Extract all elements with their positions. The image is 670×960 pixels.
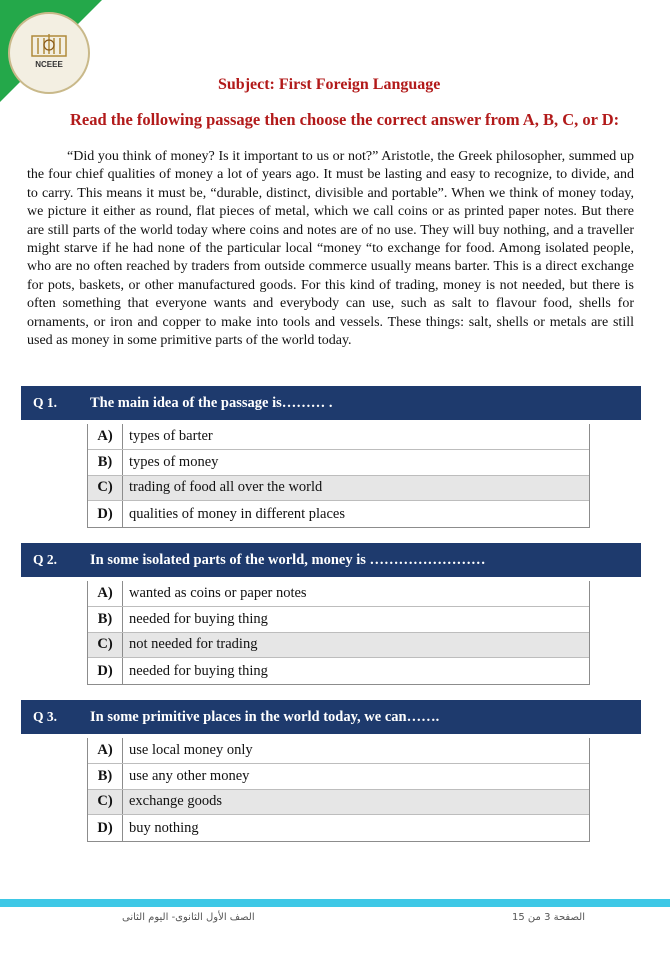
choice-a[interactable] xyxy=(88,424,589,450)
choice-c[interactable] xyxy=(88,633,589,659)
question-2-choices xyxy=(87,581,590,685)
choice-letter: C) xyxy=(88,476,123,501)
question-number: Q 1. xyxy=(33,395,58,410)
choice-letter: D) xyxy=(88,501,123,527)
choice-letter: B) xyxy=(88,607,123,632)
reading-passage: “Did you think of money? Is it important to us or not?” Aristotle, the Greek philosopher, summed up the four chief qualities of money a lot of years ago. It must be lasting and easy to recognize, to divide, and to carry. This means it must be, “durable, distinct, divisible and portable”. When we think of money today, we picture it either as round, flat pieces of metal, which we call coins or as printed paper notes. But there are still parts of the world today where coins and notes are of no use. They will buy nothing, and a traveller might starve if he had none of the particular local “money “to exchange for food. Among isolated people, who are no often reached by traders from outside commerce usually means barter. This is a direct exchange for pots, baskets, or other manufactured goods. For this kind of trading, money is not needed, but there is often something that everyone wants and everybody can use, such as salt to flavour food, shells for ornaments, or iron and copper to make into tools and vessels. These things: salt, shells or metals are still used as money in some primitive parts of the world today. xyxy=(27,149,634,349)
ncee-logo xyxy=(8,12,90,94)
question-1-bar xyxy=(21,386,641,420)
footer-page-number: الصفحة 3 من 15 xyxy=(512,912,585,923)
question-number: Q 3. xyxy=(33,709,58,724)
choice-text: types of barter xyxy=(129,427,213,444)
choice-text: exchange goods xyxy=(129,793,223,810)
question-text: The main idea of the passage is……… . xyxy=(90,394,333,411)
choice-letter: C) xyxy=(88,633,123,658)
choice-text: qualities of money in different places xyxy=(129,505,345,522)
choice-text: needed for buying thing xyxy=(129,610,268,627)
question-3-choices xyxy=(87,738,590,842)
choice-text: wanted as coins or paper notes xyxy=(129,584,307,601)
choice-d[interactable] xyxy=(88,658,589,684)
choice-letter: B) xyxy=(88,764,123,789)
choice-text: use any other money xyxy=(129,767,250,784)
question-text: In some isolated parts of the world, money is …………………… xyxy=(90,551,486,568)
footer-divider xyxy=(0,899,670,907)
choice-c[interactable] xyxy=(88,790,589,816)
emblem-icon xyxy=(28,30,70,60)
choice-a[interactable] xyxy=(88,738,589,764)
question-text: In some primitive places in the world today, we can……. xyxy=(90,708,440,725)
instruction-text: Read the following passage then choose the correct answer from A, B, C, or D: xyxy=(70,110,620,129)
question-2-bar xyxy=(21,543,641,577)
choice-text: needed for buying thing xyxy=(129,662,268,679)
choice-b[interactable] xyxy=(88,450,589,476)
question-1-choices xyxy=(87,424,590,528)
question-3-bar xyxy=(21,700,641,734)
choice-letter: B) xyxy=(88,450,123,475)
choice-text: buy nothing xyxy=(129,819,199,836)
subject-title: Subject: First Foreign Language xyxy=(218,76,441,93)
logo-label: NCEEE xyxy=(35,60,63,69)
question-number: Q 2. xyxy=(33,552,58,567)
choice-letter: C) xyxy=(88,790,123,815)
choice-letter: D) xyxy=(88,815,123,841)
choice-a[interactable] xyxy=(88,581,589,607)
choice-d[interactable] xyxy=(88,815,589,841)
choice-text: trading of food all over the world xyxy=(129,479,323,496)
footer-grade-label: الصف الأول الثانوى- اليوم الثانى xyxy=(122,912,255,923)
choice-b[interactable] xyxy=(88,607,589,633)
choice-text: not needed for trading xyxy=(129,636,258,653)
choice-text: use local money only xyxy=(129,741,253,758)
choice-d[interactable] xyxy=(88,501,589,527)
choice-c[interactable] xyxy=(88,476,589,502)
choice-letter: A) xyxy=(88,424,123,449)
choice-text: types of money xyxy=(129,453,219,470)
choice-letter: A) xyxy=(88,738,123,763)
choice-letter: D) xyxy=(88,658,123,684)
choice-b[interactable] xyxy=(88,764,589,790)
choice-letter: A) xyxy=(88,581,123,606)
